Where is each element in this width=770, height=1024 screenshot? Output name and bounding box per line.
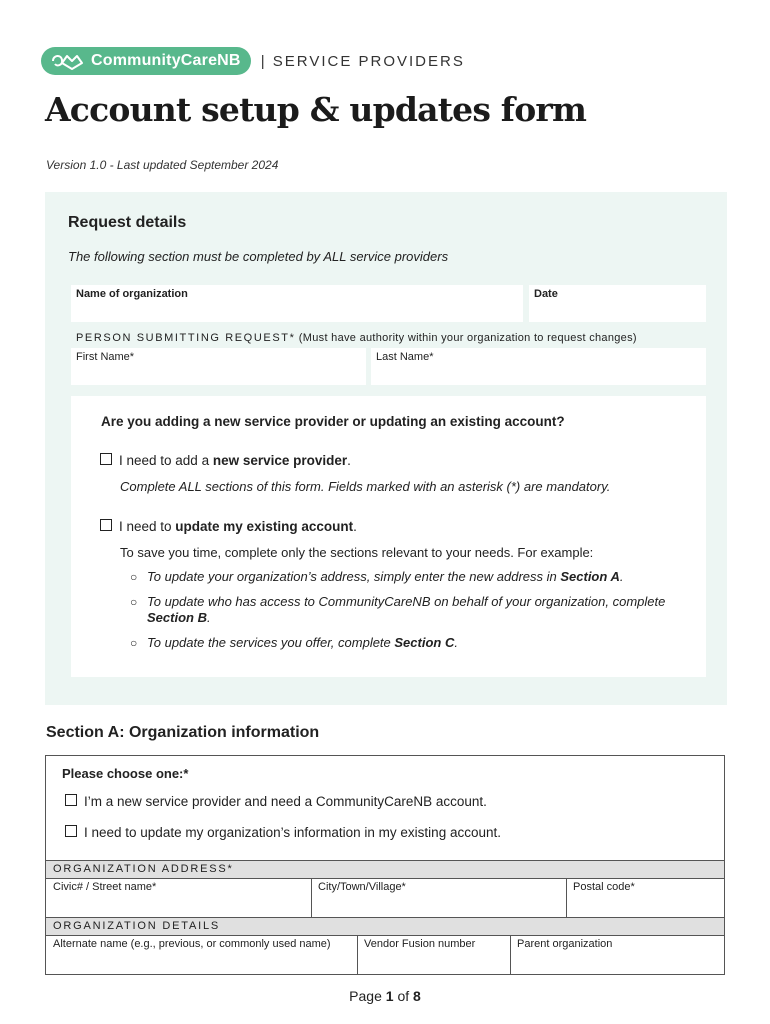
bullet-bold: Section B bbox=[147, 610, 207, 625]
update-info-option: I need to update my organization’s information in my existing account. bbox=[84, 825, 501, 840]
bullet-circle-icon: ○ bbox=[130, 636, 138, 650]
organization-address-header: ORGANIZATION ADDRESS* bbox=[46, 860, 724, 879]
person-submitting-caps: PERSON SUBMITTING REQUEST* bbox=[76, 332, 296, 344]
new-account-checkbox[interactable] bbox=[65, 794, 77, 806]
street-name-label: Civic# / Street name* bbox=[53, 881, 157, 893]
person-submitting-note: (Must have authority within your organization to request changes) bbox=[295, 332, 637, 344]
postal-code-label: Postal code* bbox=[573, 881, 635, 893]
update-account-prefix: I need to bbox=[119, 519, 176, 534]
total-pages: 8 bbox=[413, 988, 421, 1004]
bullet-circle-icon: ○ bbox=[130, 570, 138, 584]
header-section-label: | SERVICE PROVIDERS bbox=[260, 52, 465, 70]
page-title: Account setup & updates form bbox=[45, 90, 587, 129]
bullet-circle-icon: ○ bbox=[130, 595, 138, 609]
header bbox=[41, 46, 465, 76]
bullet-item bbox=[130, 569, 687, 585]
section-a-title: Section A: Organization information bbox=[46, 724, 320, 741]
bullet-end: . bbox=[206, 610, 211, 625]
request-type-question: Are you adding a new service provider or updating an existing account? bbox=[101, 414, 565, 429]
page-number bbox=[0, 988, 770, 1004]
vendor-number-field[interactable] bbox=[364, 938, 506, 974]
new-provider-checkbox[interactable] bbox=[100, 453, 112, 465]
date-field[interactable] bbox=[529, 285, 706, 322]
page-of: of bbox=[393, 988, 414, 1004]
bullet-bold: Section C bbox=[394, 635, 455, 650]
update-account-bold: update my existing account bbox=[175, 519, 354, 534]
new-account-option: I’m a new service provider and need a CommunityCareNB account. bbox=[84, 794, 487, 809]
postal-code-field[interactable] bbox=[573, 881, 718, 917]
parent-organization-field[interactable] bbox=[517, 938, 717, 974]
parent-organization-label: Parent organization bbox=[517, 938, 613, 950]
bullet-text: To update your organization’s address, simply enter the new address in bbox=[147, 569, 561, 584]
update-account-option bbox=[119, 519, 357, 534]
alternate-name-field[interactable] bbox=[53, 938, 355, 974]
last-name-label: Last Name* bbox=[376, 351, 434, 363]
last-name-field[interactable] bbox=[371, 348, 706, 385]
page-prefix: Page bbox=[349, 988, 386, 1004]
brand-logo bbox=[41, 47, 251, 75]
current-page: 1 bbox=[385, 988, 394, 1004]
new-provider-bold: new service provider bbox=[212, 453, 348, 468]
update-account-checkbox[interactable] bbox=[100, 519, 112, 531]
request-details-heading: Request details bbox=[68, 214, 187, 231]
new-provider-option bbox=[119, 453, 351, 468]
bullet-item bbox=[130, 594, 667, 626]
first-name-field[interactable] bbox=[71, 348, 366, 385]
new-provider-note: Complete ALL sections of this form. Fields marked with an asterisk (*) are mandatory. bbox=[120, 479, 611, 494]
update-account-suffix: . bbox=[353, 519, 357, 534]
bullet-end: . bbox=[454, 635, 458, 650]
city-label: City/Town/Village* bbox=[318, 881, 406, 893]
section-a-box bbox=[45, 755, 725, 975]
update-info-checkbox[interactable] bbox=[65, 825, 77, 837]
organization-details-header: ORGANIZATION DETAILS bbox=[46, 917, 724, 936]
column-divider bbox=[311, 879, 312, 917]
bullet-item bbox=[130, 635, 687, 651]
street-name-field[interactable] bbox=[53, 881, 311, 917]
bullet-text: To update the services you offer, complete bbox=[147, 635, 395, 650]
column-divider bbox=[357, 936, 358, 974]
person-submitting-label bbox=[76, 332, 637, 344]
bullet-text: To update who has access to CommunityCareNB on behalf of your organization, complete bbox=[147, 594, 666, 609]
city-field[interactable] bbox=[318, 881, 564, 917]
organization-name-field[interactable] bbox=[71, 285, 523, 322]
new-provider-suffix: . bbox=[347, 453, 351, 468]
request-details-subheading: The following section must be completed by ALL service providers bbox=[68, 249, 449, 264]
new-provider-prefix: I need to add a bbox=[119, 453, 213, 468]
request-details-panel bbox=[45, 192, 727, 705]
vendor-number-label: Vendor Fusion number bbox=[364, 938, 476, 950]
bullet-end: . bbox=[619, 569, 624, 584]
column-divider bbox=[510, 936, 511, 974]
version-note: Version 1.0 - Last updated September 2024 bbox=[46, 158, 279, 172]
brand-name: CommunityCareNB bbox=[91, 52, 241, 69]
date-label: Date bbox=[534, 288, 558, 300]
choose-one-label: Please choose one:* bbox=[62, 766, 189, 781]
request-type-box bbox=[71, 396, 706, 677]
update-account-note: To save you time, complete only the sections relevant to your needs. For example: bbox=[120, 545, 594, 560]
column-divider bbox=[566, 879, 567, 917]
bullet-bold: Section A bbox=[560, 569, 620, 584]
care-hands-icon bbox=[49, 51, 87, 71]
alternate-name-label: Alternate name (e.g., previous, or commonly used name) bbox=[53, 938, 331, 950]
first-name-label: First Name* bbox=[76, 351, 135, 363]
organization-name-label: Name of organization bbox=[76, 288, 188, 300]
